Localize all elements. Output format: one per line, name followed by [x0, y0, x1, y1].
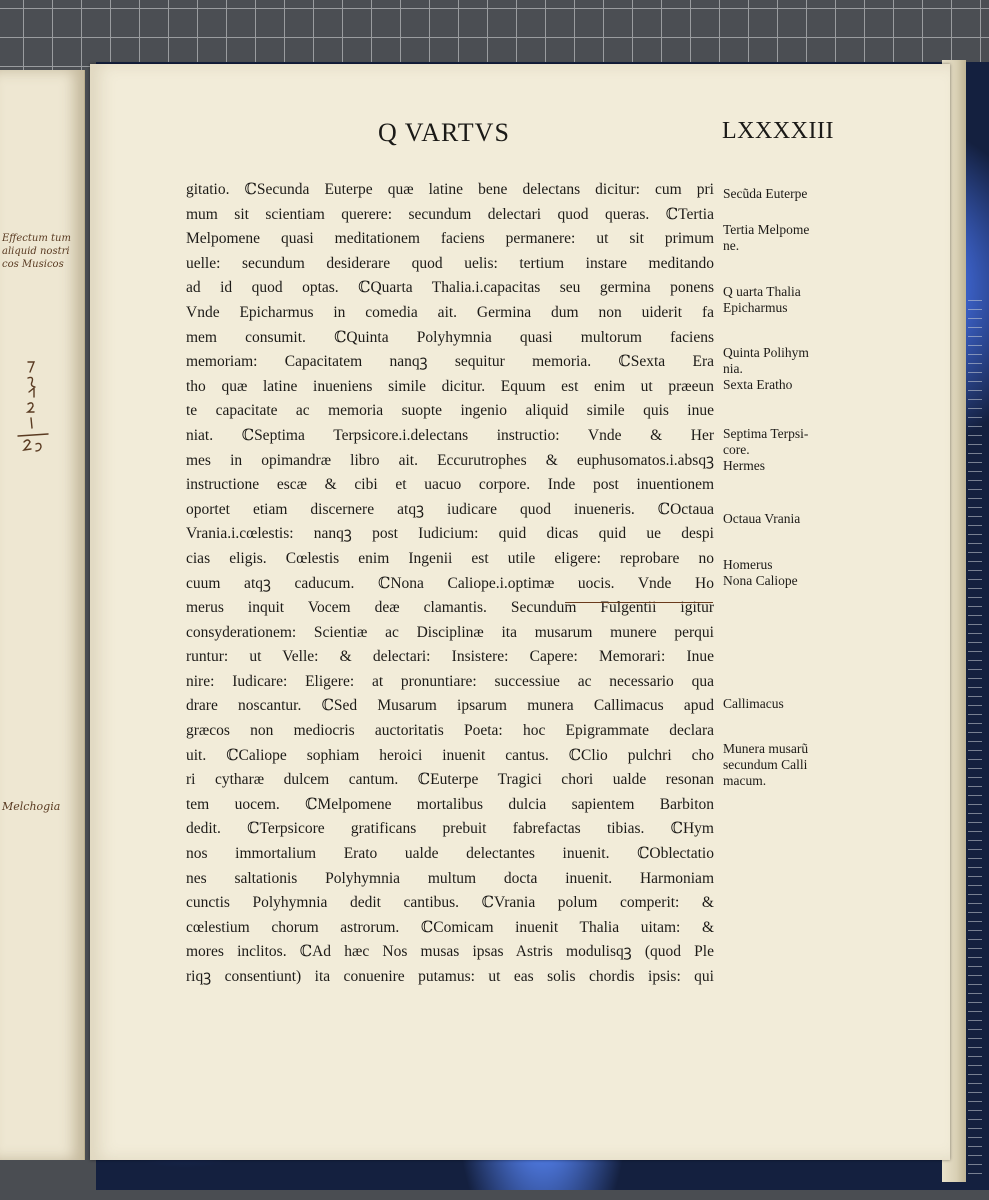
folio-number: LXXXXIII	[722, 118, 834, 144]
text-line: riqꝫ consentiunt) ita conuenire putamus: ut eas solis chordis ipsis: qui	[186, 968, 714, 985]
left-page	[0, 70, 85, 1160]
text-line: memoriam: Capacitatem nanqꝫ sequitur memoria. ℂSexta Era	[186, 353, 714, 371]
manuscript-figures	[14, 358, 60, 458]
edge-ruler	[968, 300, 982, 1180]
text-line: instructione escæ & cibi et uacuo corpore. Inde post inuentionem	[186, 476, 714, 494]
text-line: Vnde Epicharmus in comedia ait. Germina dum non uiderit fa	[186, 303, 714, 321]
manuscript-note-1: Effectum tum aliquid nostri cos Musicos	[2, 233, 71, 270]
text-line: mores inclitos. ℂAd hæc Nos musas ipsas Astris modulisqꝫ (quod Ple	[186, 943, 714, 961]
text-line: nire: Iudicare: Eligere: at pronuntiare: successiue ac necessario qua	[186, 672, 714, 690]
text-line: tem uocem. ℂMelpomene mortalibus dulcia sapientem Barbiton	[186, 795, 714, 813]
margin-note-6: Octaua Vrania	[723, 511, 801, 526]
text-line: nes saltationis Polyhymnia multum docta inuenit. Harmoniam	[186, 869, 714, 887]
body-text	[186, 178, 714, 990]
handwritten-underline	[565, 602, 713, 603]
text-line: cias eligis. Cœlestis enim Ingenii est utile eligere: reprobare no	[186, 549, 714, 567]
margin-note-9: Munera musarũ secundum Calli macum.	[723, 741, 809, 788]
text-line: ad id quod optas. ℂQuarta Thalia.i.capacitas seu germina ponens	[186, 279, 714, 297]
margin-note-2: Tertia Melpome ne.	[723, 222, 810, 253]
text-line: niat. ℂSeptima Terpsicore.i.delectans instructio: Vnde & Her	[186, 426, 714, 444]
text-line: uelle: secundum desiderare quod uelis: tertium instare meditando	[186, 254, 714, 272]
text-line: merus inquit Vocem deæ clamantis. Secundum Fulgentii igitur	[186, 599, 714, 617]
text-line: mes in opimandræ libro ait. Eccurutrophes & euphusomatos.i.absqꝫ	[186, 451, 714, 469]
margin-note-8: Callimacus	[723, 696, 784, 711]
text-line: nos immortalium Erato ualde delectantes inuenit. ℂOblectatio	[186, 845, 714, 863]
text-line: gitatio. ℂSecunda Euterpe quæ latine bene delectans dicitur: cum pri	[186, 181, 714, 198]
text-line: mum sit scientiam querere: secundum delectari quod queras. ℂTertia	[186, 205, 714, 223]
margin-note-1: Secũda Euterpe	[723, 186, 808, 201]
text-line: cuum atqꝫ caducum. ℂNona Caliope.i.optimæ uocis. Vnde Ho	[186, 574, 714, 592]
text-line: oportet etiam discernere atqꝫ iudicare quod inueneris. ℂOctaua	[186, 500, 714, 518]
text-line: uit. ℂCaliope sophiam heroici inuenit cantus. ℂClio pulchri cho	[186, 746, 714, 764]
text-line: te capacitate ac memoria suopte ingenio aliquid simile quis inue	[186, 402, 714, 420]
text-line: runtur: ut Velle: & delectari: Insistere: Capere: Memorari: Inue	[186, 648, 714, 666]
margin-note-7: Homerus Nona Caliope	[723, 557, 798, 588]
margin-note-5: Septima Terpsi- core. Hermes	[723, 426, 809, 473]
text-line: ri cytharæ dulcem cantum. ℂEuterpe Tragici chori ualde resonan	[186, 771, 714, 789]
text-line: dedit. ℂTerpsicore gratificans prebuit fabrefactas tibias. ℂHym	[186, 820, 714, 838]
text-line: tho quæ latine inueniens simile dicitur. Equum est enim ut præeun	[186, 377, 714, 395]
text-line: cœlestium chorum astrorum. ℂComicam inuenit Thalia uitam: &	[186, 918, 714, 936]
text-line: græcos non mediocris auctoritatis Poeta: hoc Epigrammate declara	[186, 722, 714, 740]
margin-note-4: Quinta Polihym nia. Sexta Eratho	[723, 345, 809, 392]
text-line: mem consumit. ℂQuinta Polyhymnia quasi multorum faciens	[186, 328, 714, 346]
margin-note-3: Q uarta Thalia Epicharmus	[723, 284, 801, 315]
text-line: Vrania.i.cœlestis: nanqꝫ post Iudicium: quid dicas quid ue despi	[186, 525, 714, 543]
running-title: Q VARTVS	[378, 118, 510, 147]
text-line: drare noscantur. ℂSed Musarum ipsarum munera Callimacus apud	[186, 697, 714, 715]
text-line: Melpomene quasi meditationem faciens permanere: ut sit primum	[186, 230, 714, 248]
text-line: cunctis Polyhymnia dedit cantibus. ℂVrania polum comperit: &	[186, 894, 714, 912]
manuscript-note-2: Melchogia	[2, 800, 61, 813]
text-line: consyderationem: Scientiæ ac Disciplinæ ita musarum munere perqui	[186, 623, 714, 641]
